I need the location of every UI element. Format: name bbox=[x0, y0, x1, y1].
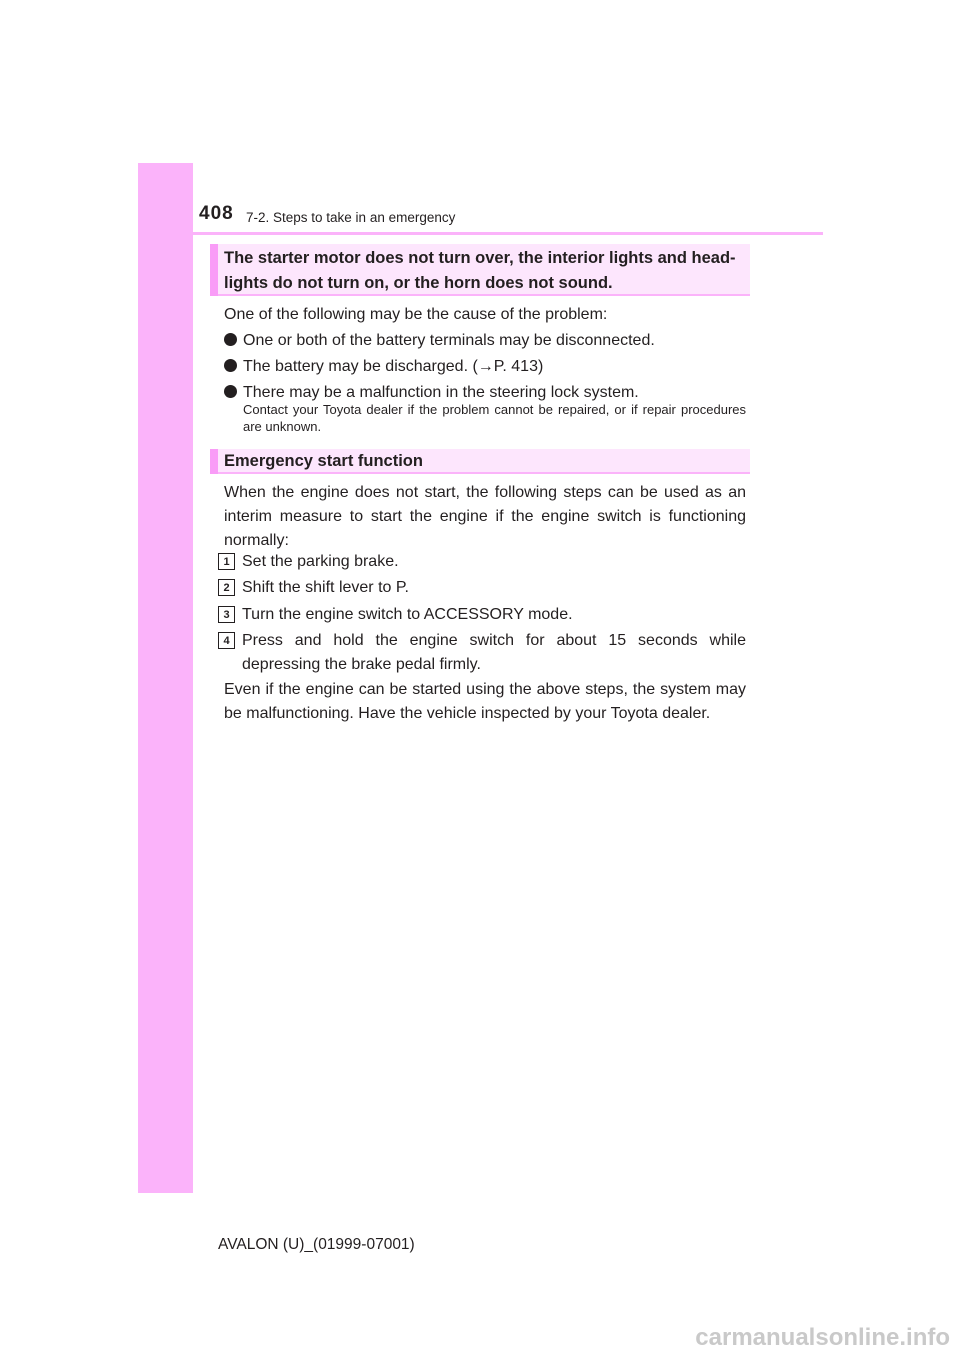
heading-emergency-start bbox=[210, 449, 750, 474]
bullet-item: One or both of the battery terminals may be disconnected. bbox=[224, 329, 655, 353]
heading-text: Emergency start function bbox=[224, 452, 423, 470]
bullet-icon bbox=[224, 333, 237, 346]
bullet-icon bbox=[224, 359, 237, 372]
section1-intro: One of the following may be the cause of the problem: bbox=[224, 306, 608, 323]
watermark: carmanualsonline.info bbox=[695, 1324, 950, 1351]
closing-paragraph: Even if the engine can be started using the above steps, the system may be malfunctioning. Have the vehicle inspected by your Toyota dealer. bbox=[224, 681, 746, 722]
step-number: 3 bbox=[218, 606, 235, 623]
page-number: 408 bbox=[199, 203, 234, 224]
step-item: 1 Set the parking brake. bbox=[218, 550, 746, 574]
heading-accent-bar bbox=[210, 449, 218, 474]
step-item: 2 Shift the shift lever to P. bbox=[218, 576, 746, 600]
heading-accent-bar bbox=[210, 244, 218, 296]
chapter-side-tab bbox=[138, 163, 193, 1193]
step-number: 1 bbox=[218, 553, 235, 570]
heading-starter-motor bbox=[210, 244, 750, 296]
step-number: 4 bbox=[218, 632, 235, 649]
section2-intro: When the engine does not start, the following steps can be used as an interim measure to start the engine if the engine switch is functioning normally: bbox=[224, 484, 746, 549]
heading-text: The starter motor does not turn over, the interior lights and head-lights do not turn on, or the horn does not sound. bbox=[224, 249, 736, 292]
step-number: 2 bbox=[218, 579, 235, 596]
bullet-item: The battery may be discharged. (→P. 413) bbox=[224, 355, 543, 379]
bullet-icon bbox=[224, 385, 237, 398]
step-item: 4 Press and hold the engine switch for about 15 seconds while depressing the brake pedal firmly. bbox=[218, 629, 746, 677]
footer-model-code: AVALON (U)_(01999-07001) bbox=[218, 1236, 415, 1253]
header-rule bbox=[193, 232, 823, 235]
bullet-item: There may be a malfunction in the steering lock system. bbox=[224, 381, 639, 405]
dealer-note: Contact your Toyota dealer if the problem cannot be repaired, or if repair procedures are unknown. bbox=[243, 402, 746, 434]
section-title: 7-2. Steps to take in an emergency bbox=[246, 210, 456, 225]
step-item: 3 Turn the engine switch to ACCESSORY mode. bbox=[218, 603, 746, 627]
